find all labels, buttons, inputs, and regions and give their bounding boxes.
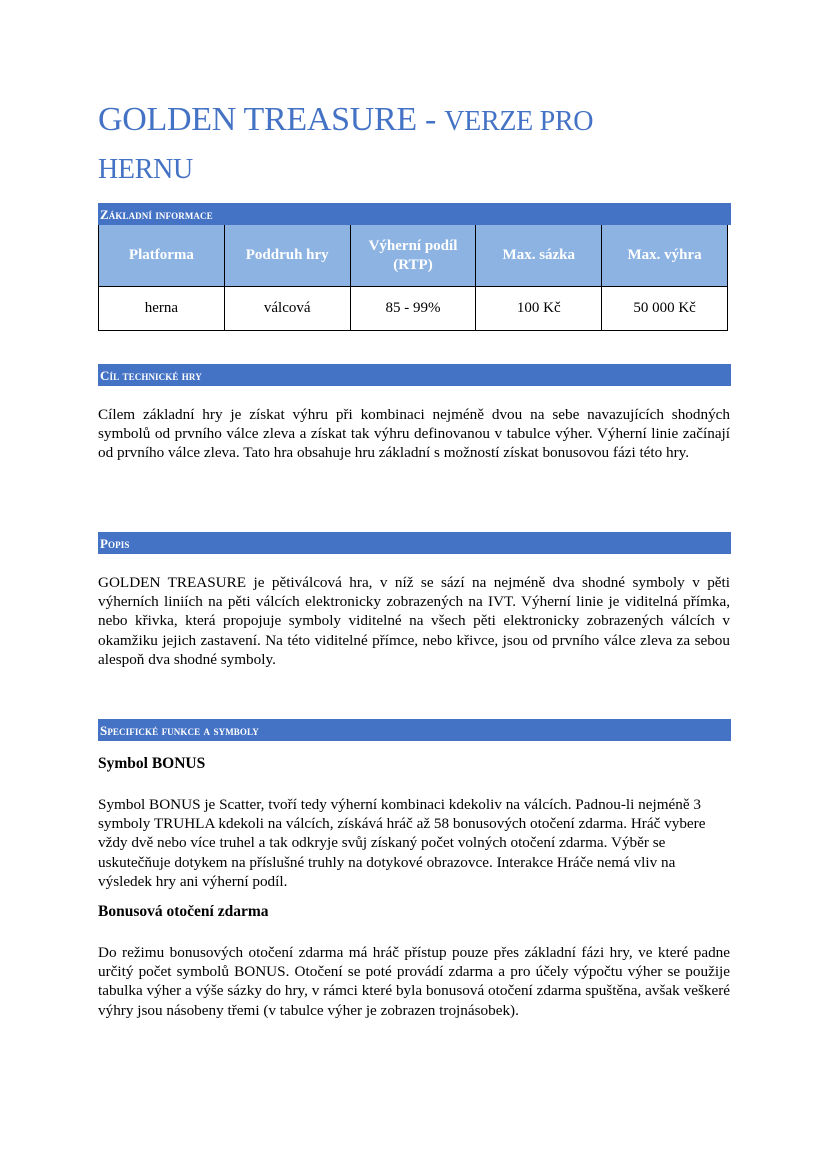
table-cell: herna <box>99 287 225 331</box>
table-header-row <box>99 225 728 287</box>
basic-info-table <box>98 225 728 331</box>
title-sub: VERZE PRO <box>444 106 594 137</box>
subheading-free-spins: Bonusová otočení zdarma <box>98 903 269 920</box>
table-cell: 50 000 Kč <box>602 287 728 331</box>
section-heading-goal: Cíl technické hry <box>98 364 731 386</box>
table-cell: 100 Kč <box>476 287 602 331</box>
section-heading-basic-info: Základní informace <box>98 203 731 225</box>
table-header-cell: Platforma <box>99 225 225 287</box>
subheading-bonus-symbol: Symbol BONUS <box>98 755 206 772</box>
section-heading-features: Specifické funkce a symboly <box>98 719 731 741</box>
table-header-cell: Poddruh hry <box>224 225 350 287</box>
section-heading-description: Popis <box>98 532 731 554</box>
table-header-cell: Výherní podíl (RTP) <box>350 225 476 287</box>
table-header-cell: Max. sázka <box>476 225 602 287</box>
title-main: GOLDEN TREASURE - <box>98 101 445 138</box>
title-sub-line2: HERNU <box>98 154 193 185</box>
table-row <box>99 287 728 331</box>
table-cell: válcová <box>224 287 350 331</box>
table-header-cell: Max. výhra <box>602 225 728 287</box>
document-title <box>98 97 698 193</box>
bonus-symbol-paragraph: Symbol BONUS je Scatter, tvoří tedy výherní kombinaci kdekoliv na válcích. Padnou-li nejméně 3 symboly TRUHLA kdekoli na válcích, získává hráč až 58 bonusových otočení zdarma. Hráč vybere vždy dvě nebo více truhel a tak odkryje svůj získaný počet volných otočení zdarma. Výběr se uskutečňuje dotykem na příslušné truhly na dotykové obrazovce. Interakce Hráče nemá vliv na výsledek hry ani výherní podíl. <box>98 796 706 890</box>
description-paragraph: GOLDEN TREASURE je pětiválcová hra, v níž se sází na nejméně dva shodné symboly v pěti výherních liniích na pěti válcích elektronicky zobrazených na IVT. Výherní linie je viditelná přímka, nebo křivka, která propojuje symboly viditelné na všech pěti elektronicky zobrazených válcích v okamžiku jejich zastavení. Na této viditelné přímce, nebo křivce, jsou od prvního válce zleva za sebou alespoň dva shodné symboly. <box>98 574 730 668</box>
goal-paragraph: Cílem základní hry je získat výhru při kombinaci nejméně dvou na sebe navazujících shodných symbolů od prvního válce zleva a získat tak výhru definovanou v tabulce výher. Výherní linie začínají od prvního válce zleva. Tato hra obsahuje hru základní s možností získat bonusovou fázi této hry. <box>98 406 730 462</box>
free-spins-paragraph: Do režimu bonusových otočení zdarma má hráč přístup pouze přes základní fázi hry, ve které padne určitý počet symbolů BONUS. Otočení se poté provádí zdarma a pro účely výpočtu výher se použije tabulka výher a výše sázky do hry, v rámci které byla bonusová otočení zdarma spuštěna, avšak veškeré výhry jsou násobeny třemi (v tabulce výher je zobrazen trojnásobek). <box>98 944 730 1019</box>
table-cell: 85 - 99% <box>350 287 476 331</box>
